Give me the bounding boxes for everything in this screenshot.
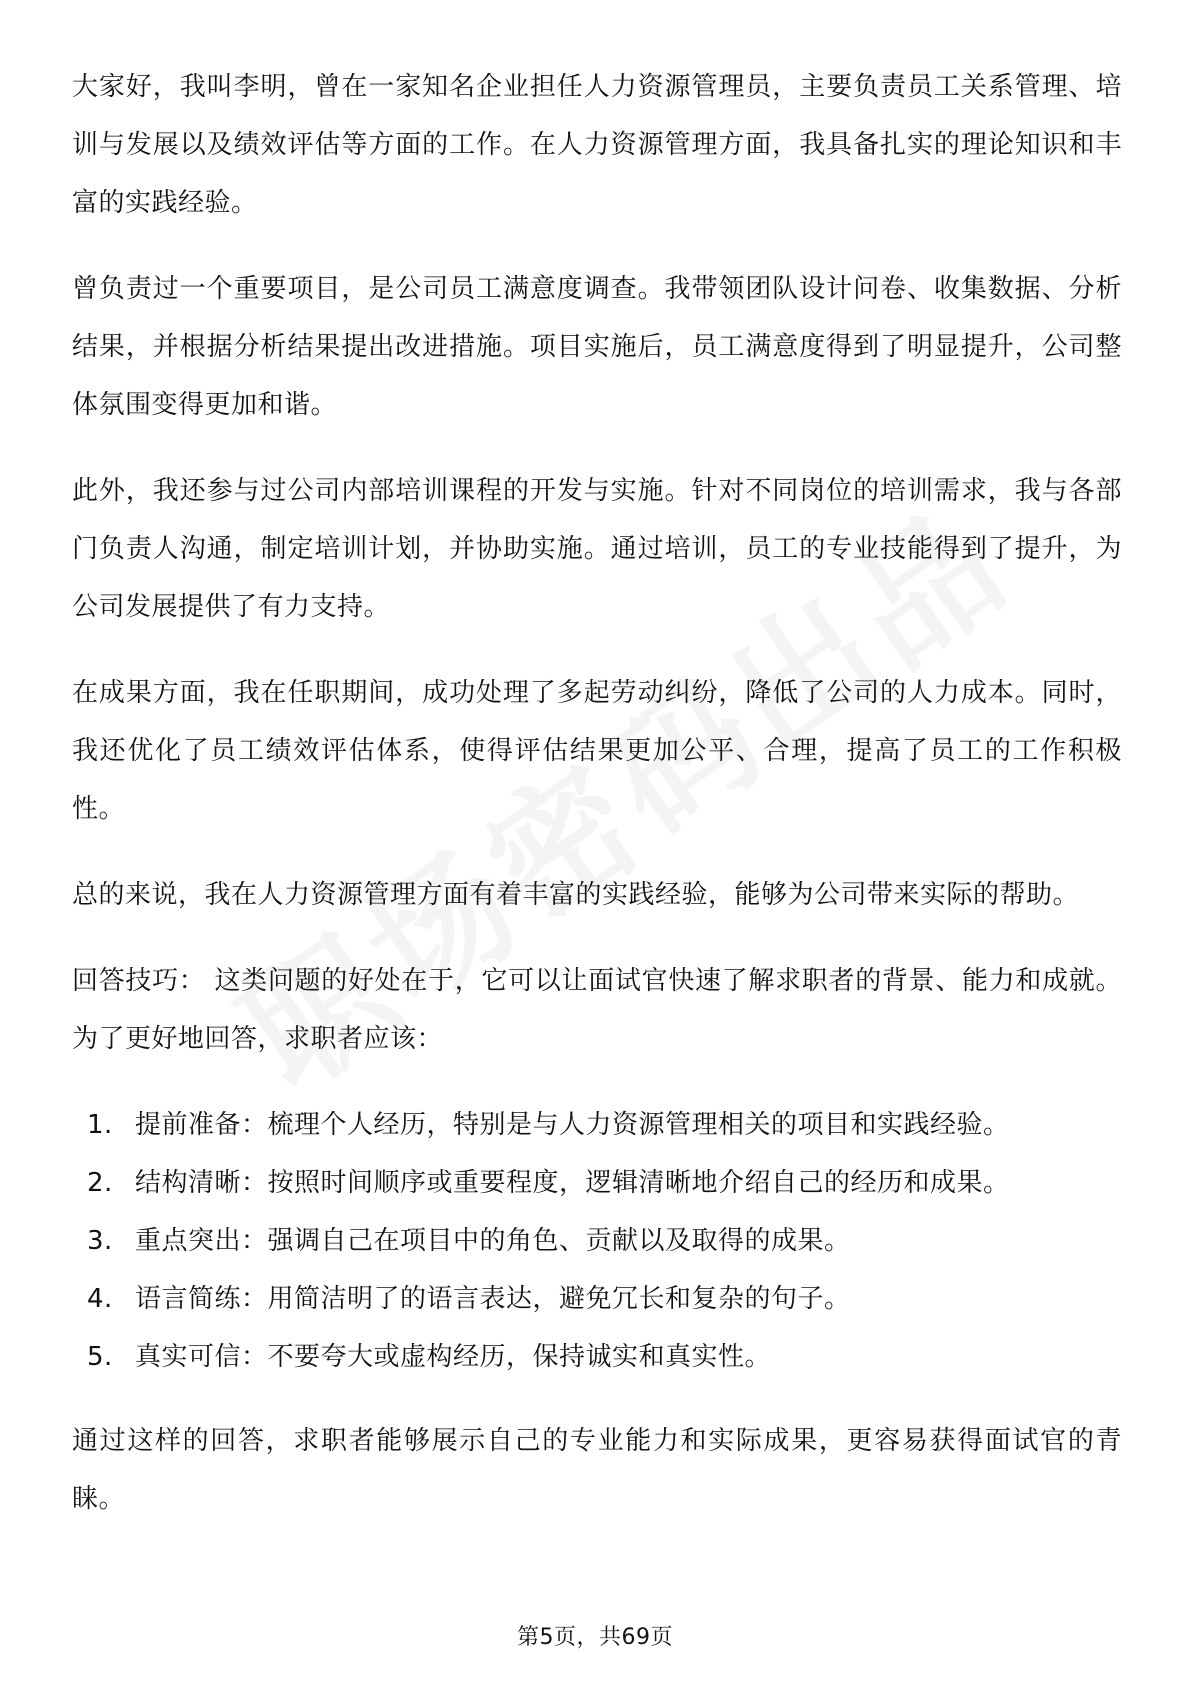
document-body [72,58,1122,1556]
list-number: 5. [87,1342,113,1372]
paragraph-intro: 大家好，我叫李明，曾在一家知名企业担任人力资源管理员，主要负责员工关系管理、培训与发展以及绩效评估等方面的工作。在人力资源管理方面，我具备扎实的理论知识和丰富的实践经验。 [72,72,1122,218]
paragraph-training: 此外，我还参与过公司内部培训课程的开发与实施。针对不同岗位的培训需求，我与各部门负责人沟通，制定培训计划，并协助实施。通过培训，员工的专业技能得到了提升，为公司发展提供了有力支持。 [72,476,1122,622]
list-number: 3. [87,1226,113,1256]
paragraph-project: 曾负责过一个重要项目，是公司员工满意度调查。我带领团队设计问卷、收集数据、分析结果，并根据分析结果提出改进措施。项目实施后，员工满意度得到了明显提升，公司整体氛围变得更加和谐。 [72,274,1122,420]
list-text: 语言简练：用简洁明了的语言表达，避免冗长和复杂的句子。 [135,1284,851,1314]
list-text: 提前准备：梳理个人经历，特别是与人力资源管理相关的项目和实践经验。 [135,1110,1010,1140]
list-text: 重点突出：强调自己在项目中的角色、贡献以及取得的成果。 [135,1226,851,1256]
list-text: 结构清晰：按照时间顺序或重要程度，逻辑清晰地介绍自己的经历和成果。 [135,1168,1010,1198]
list-item [72,1270,1122,1328]
paragraph-answer-tips: 回答技巧： 这类问题的好处在于，它可以让面试官快速了解求职者的背景、能力和成就。为了更好地回答，求职者应该： [72,966,1122,1054]
tips-list [72,1096,1122,1386]
list-item [72,1096,1122,1154]
list-text: 真实可信：不要夸大或虚构经历，保持诚实和真实性。 [135,1342,772,1372]
paragraph-summary: 总的来说，我在人力资源管理方面有着丰富的实践经验，能够为公司带来实际的帮助。 [72,880,1080,910]
page-number-footer: 第5页，共69页 [517,1625,673,1650]
list-number: 1. [87,1110,113,1140]
paragraph-achievements: 在成果方面，我在任职期间，成功处理了多起劳动纠纷，降低了公司的人力成本。同时，我还优化了员工绩效评估体系，使得评估结果更加公平、合理，提高了员工的工作积极性。 [72,678,1122,824]
list-item [72,1154,1122,1212]
paragraph-closing: 通过这样的回答，求职者能够展示自己的专业能力和实际成果，更容易获得面试官的青睐。 [72,1426,1122,1514]
list-number: 2. [87,1168,113,1198]
list-number: 4. [87,1284,113,1314]
list-item [72,1212,1122,1270]
list-item [72,1328,1122,1386]
